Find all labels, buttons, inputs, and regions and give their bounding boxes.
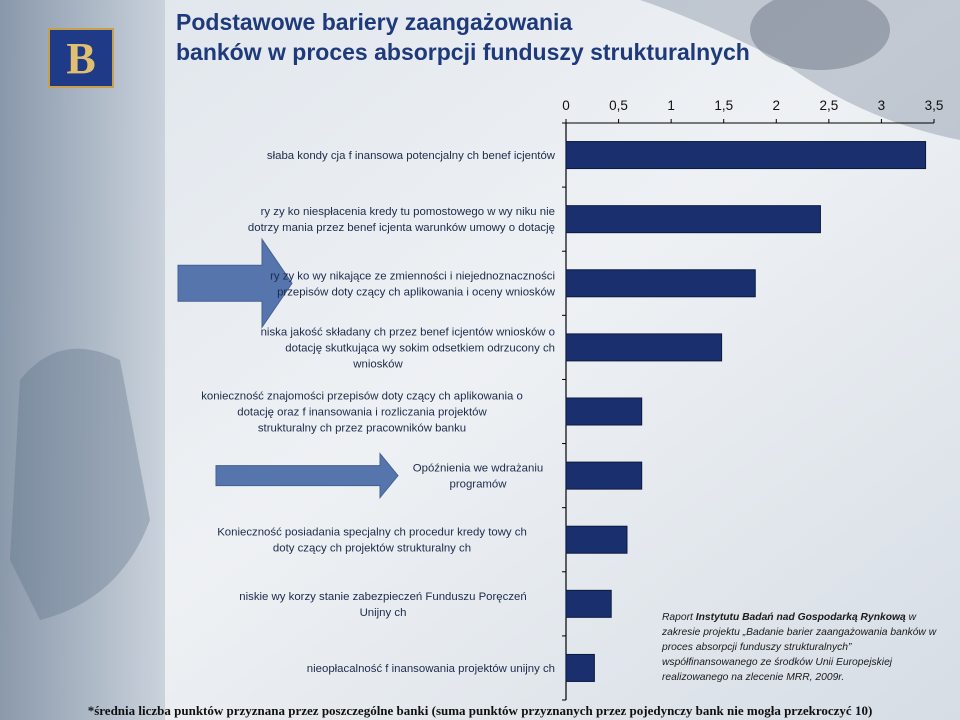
category-label: doty czący ch projektów strukturalny ch bbox=[272, 542, 472, 555]
x-tick-label: 2,5 bbox=[819, 98, 839, 113]
category-label: ry zy ko wy nikające ze zmienności i niejednoznaczności bbox=[270, 270, 555, 283]
bar bbox=[566, 526, 627, 553]
page-title-line-1: Podstawowe bariery zaangażowania bbox=[176, 9, 573, 35]
x-tick-label: 0 bbox=[562, 98, 570, 113]
category-label: słaba kondy cja f inansowa potencjalny ch benef icjentów bbox=[266, 150, 555, 163]
category-label: dotrzy mania przez benef icjenta warunków umowy o dotację bbox=[247, 222, 555, 235]
x-tick-label: 3 bbox=[877, 98, 886, 113]
bar bbox=[566, 142, 926, 169]
x-tick-label: 0,5 bbox=[609, 98, 628, 113]
footnote: *średnia liczba punktów przyznana przez poszczególne banki (suma punktów przyznanych przez pojedynczy bank nie mogła przekroczyć 10) bbox=[87, 703, 873, 718]
category-label: wniosków bbox=[353, 358, 403, 371]
category-label: strukturalny ch przez pracowników banku bbox=[257, 422, 467, 435]
category-label: ry zy ko niespłacenia kredy tu pomostowego w wy niku nie bbox=[260, 206, 555, 219]
category-label: dotację skutkująca wy sokim odsetkiem odrzucony ch bbox=[285, 342, 555, 355]
chart-bars bbox=[566, 142, 926, 682]
category-label: przepisów doty czący ch aplikowania i oceny wniosków bbox=[277, 286, 555, 299]
arrow-icon bbox=[216, 454, 398, 498]
bank-logo: B bbox=[48, 28, 114, 88]
x-tick-label: 3,5 bbox=[924, 98, 944, 113]
bar bbox=[566, 462, 642, 489]
category-labels bbox=[201, 150, 556, 675]
arrow-icon bbox=[178, 239, 292, 327]
bar bbox=[566, 398, 642, 425]
category-label: nieopłacalność f inansowania projektów unijny ch bbox=[306, 662, 555, 675]
category-label: Opóźnienia we wdrażaniu bbox=[412, 462, 544, 475]
page-title-line-2: banków w proces absorpcji funduszy strukturalnych bbox=[176, 39, 750, 65]
bar bbox=[566, 590, 611, 617]
category-label: Konieczność posiadania specjalny ch procedur kredy towy ch bbox=[217, 526, 527, 539]
category-label: dotację oraz f inansowania i rozliczania projektów bbox=[237, 406, 487, 419]
bar bbox=[566, 334, 722, 361]
category-label: niskie wy korzy stanie zabezpieczeń Funduszu Poręczeń bbox=[239, 590, 527, 603]
source-note: Raport Instytutu Badań nad Gospodarką Rynkową w zakresie projektu „Badanie barier zaangażowania banków w proces absorpcji funduszy strukturalnych” współfinansowanego ze środków Unii Europejskiej realizowanego na zlecenie MRR, 2009r. bbox=[662, 612, 937, 683]
x-tick-label: 2 bbox=[772, 98, 781, 113]
category-label: niska jakość składany ch przez benef icjentów wniosków o bbox=[260, 326, 555, 339]
category-label: konieczność znajomości przepisów doty czący ch aplikowania o bbox=[201, 390, 523, 403]
category-label: programów bbox=[449, 478, 507, 491]
bar bbox=[566, 654, 594, 681]
x-tick-label: 1,5 bbox=[714, 98, 734, 113]
category-label: Unijny ch bbox=[359, 606, 407, 619]
x-tick-label: 1 bbox=[667, 98, 675, 113]
bar bbox=[566, 206, 820, 233]
bar bbox=[566, 270, 755, 297]
